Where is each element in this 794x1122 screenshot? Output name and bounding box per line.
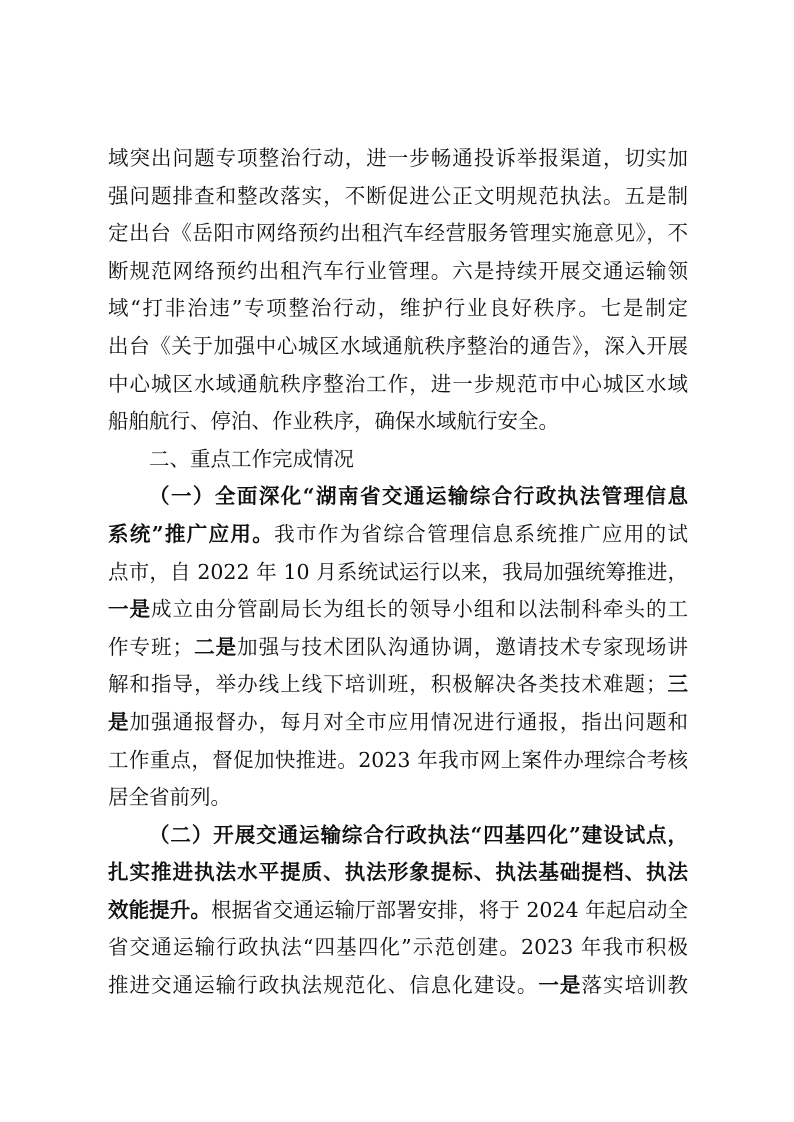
text-line: 出台《关于加强中心城区水域通航秩序整治的通告》，深入开展 (108, 333, 688, 358)
text-line (108, 591, 688, 629)
text-line (108, 629, 688, 667)
text-line: 中心城区水域通航秩序整治工作，进一步规范市中心城区水域 (108, 371, 688, 396)
text-line: 省交通运输行政执法“四基四化”示范创建。2023 年我市积极 (108, 935, 688, 960)
bold-text: 一是 (108, 597, 152, 622)
text-run: 成立由分管副局长为组长的领导小组和以法制科牵头的工 (151, 597, 689, 622)
text-line (108, 666, 688, 704)
text-line (108, 704, 688, 742)
text-line: 定出台《岳阳市网络预约出租汽车经营服务管理实施意见》，不 (108, 221, 688, 246)
text-line: 点市，自 2022 年 10 月系统试运行以来，我局加强统筹推进， (108, 559, 688, 584)
text-line (108, 967, 688, 1005)
text-run: 根据省交通运输厅部署安排，将于 2024 年起启动全 (210, 897, 689, 922)
text-run: 加强通报督办，每月对全市应用情况进行通报，指出问题和 (129, 709, 689, 734)
text-line (108, 892, 688, 930)
bold-text: 效能提升。 (108, 897, 211, 922)
text-line: 船舶航行、停泊、作业秩序，确保水域航行安全。 (108, 409, 559, 434)
bold-text: 扎实推进执法水平提质、执法形象提标、执法基础提档、执法 (108, 860, 688, 885)
text-line: 域“打非治违”专项整治行动，维护行业良好秩序。七是制定 (108, 296, 688, 321)
text-line: 域突出问题专项整治行动，进一步畅通投诉举报渠道，切实加 (108, 146, 688, 170)
subsection-heading-line (108, 817, 688, 855)
text-line: 工作重点，督促加快推进。2023 年我市网上案件办理综合考核 (108, 747, 688, 772)
section-heading: 二、重点工作完成情况 (149, 446, 354, 471)
bold-text: 三 (666, 672, 689, 697)
text-line: 断规范网络预约出租汽车行业管理。六是持续开展交通运输领 (108, 258, 688, 283)
text-run: 推进交通运输行政执法规范化、信息化建设。 (108, 973, 539, 998)
bold-text: 系统”推广应用。 (108, 521, 275, 546)
text-line: 居全省前列。 (108, 785, 231, 810)
text-run: 落实培训教 (581, 973, 689, 998)
text-run: 作专班； (108, 634, 194, 659)
document-body (108, 140, 688, 1005)
text-run: 我市作为省综合管理信息系统推广应用的试 (274, 521, 688, 546)
text-run: 加强与技术团队沟通协调，邀请技术专家现场讲 (237, 634, 689, 659)
bold-text: 二是 (193, 634, 238, 659)
bold-text: 一是 (538, 973, 582, 998)
bold-text: 是 (108, 709, 130, 734)
subsection-heading-line (108, 854, 688, 892)
text-line: 强问题排查和整改落实，不断促进公正文明规范执法。五是制 (108, 183, 688, 208)
bold-text: （一）全面深化“湖南省交通运输综合行政执法管理信息 (149, 484, 688, 509)
text-line (108, 516, 688, 554)
subsection-heading-line (108, 478, 688, 516)
bold-text: （二）开展交通运输综合行政执法“四基四化”建设试点， (149, 822, 688, 847)
text-run: 解和指导，举办线上线下培训班，积极解决各类技术难题； (108, 672, 667, 697)
